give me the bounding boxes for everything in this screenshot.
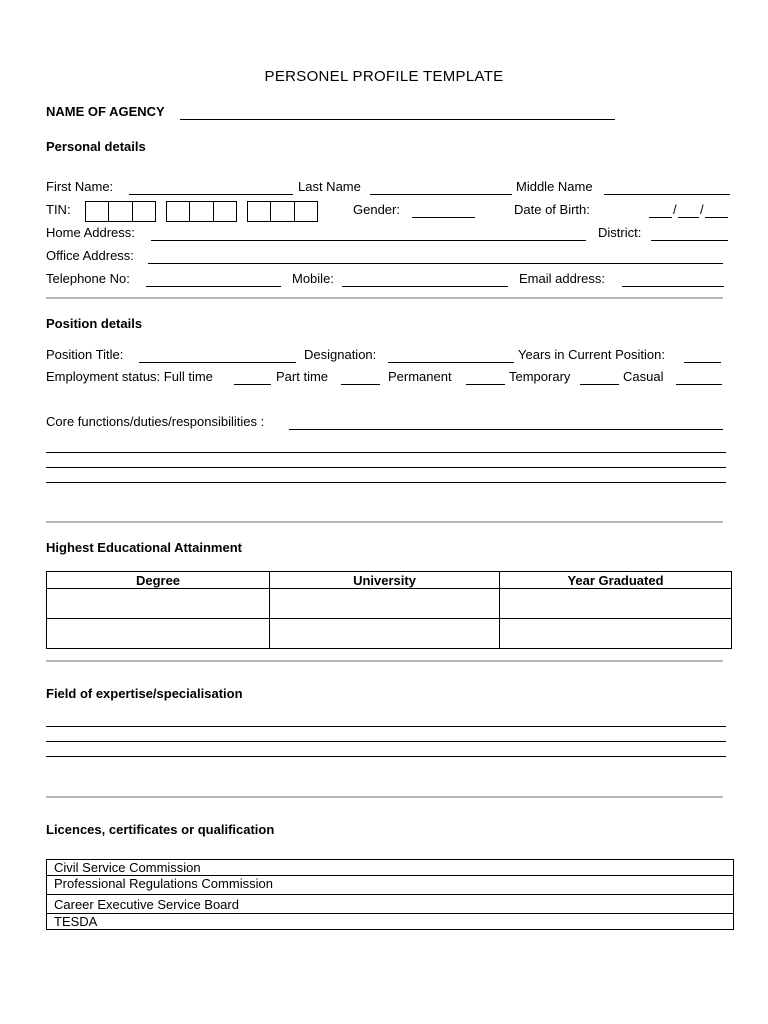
dob-slash: /	[673, 202, 677, 217]
tin-label: TIN:	[46, 202, 71, 217]
licence-item: Career Executive Service Board	[47, 895, 734, 914]
designation-label: Designation:	[304, 347, 377, 362]
expertise-line[interactable]	[46, 726, 726, 727]
position-details-heading: Position details	[46, 316, 143, 331]
district-label: District:	[598, 225, 642, 240]
licence-item: Civil Service Commission	[47, 860, 734, 876]
years-label: Years in Current Position:	[518, 347, 665, 362]
section-divider	[46, 297, 723, 299]
tin-boxes-group-3[interactable]	[247, 201, 318, 222]
core-functions-label: Core functions/duties/responsibilities :	[46, 414, 265, 429]
education-table	[46, 571, 732, 649]
degree-cell[interactable]	[47, 619, 270, 649]
university-cell[interactable]	[270, 589, 500, 619]
table-row	[47, 619, 732, 649]
email-field[interactable]	[622, 286, 724, 287]
degree-cell[interactable]	[47, 589, 270, 619]
agency-field[interactable]	[180, 119, 615, 120]
table-row	[47, 914, 734, 930]
expertise-heading: Field of expertise/specialisation	[46, 686, 243, 701]
core-functions-line[interactable]	[46, 482, 726, 483]
agency-label: NAME OF AGENCY	[46, 104, 165, 119]
permanent-label: Permanent	[388, 369, 452, 384]
personal-details-heading: Personal details	[46, 139, 146, 154]
home-address-label: Home Address:	[46, 225, 135, 240]
middle-name-label: Middle Name	[516, 179, 593, 194]
full-time-field[interactable]	[234, 384, 271, 385]
year-graduated-cell[interactable]	[500, 619, 732, 649]
gender-field[interactable]	[412, 217, 475, 218]
email-label: Email address:	[519, 271, 605, 286]
mobile-field[interactable]	[342, 286, 508, 287]
temporary-field[interactable]	[580, 384, 619, 385]
year-graduated-cell[interactable]	[500, 589, 732, 619]
designation-field[interactable]	[388, 362, 514, 363]
middle-name-field[interactable]	[604, 194, 730, 195]
gender-label: Gender:	[353, 202, 400, 217]
dob-month-field[interactable]	[649, 217, 672, 218]
core-functions-line[interactable]	[46, 467, 726, 468]
education-heading: Highest Educational Attainment	[46, 540, 242, 555]
last-name-field[interactable]	[370, 194, 512, 195]
last-name-label: Last Name	[298, 179, 361, 194]
column-header-degree: Degree	[47, 572, 270, 589]
table-row	[47, 589, 732, 619]
first-name-label: First Name:	[46, 179, 114, 194]
mobile-label: Mobile:	[292, 271, 334, 286]
page-title: PERSONEL PROFILE TEMPLATE	[264, 68, 504, 85]
office-address-field[interactable]	[148, 263, 723, 264]
column-header-university: University	[270, 572, 500, 589]
first-name-field[interactable]	[129, 194, 293, 195]
licences-table	[46, 859, 734, 930]
licences-heading: Licences, certificates or qualification	[46, 822, 275, 837]
tin-boxes-group-1[interactable]	[85, 201, 156, 222]
years-field[interactable]	[684, 362, 721, 363]
university-cell[interactable]	[270, 619, 500, 649]
section-divider	[46, 796, 723, 798]
position-title-label: Position Title:	[46, 347, 124, 362]
casual-label: Casual	[623, 369, 664, 384]
telephone-label: Telephone No:	[46, 271, 130, 286]
position-title-field[interactable]	[139, 362, 296, 363]
table-row	[47, 860, 734, 876]
tin-boxes-group-2[interactable]	[166, 201, 237, 222]
table-header-row	[47, 572, 732, 589]
dob-day-field[interactable]	[678, 217, 699, 218]
licence-item: TESDA	[47, 914, 734, 930]
column-header-year-graduated: Year Graduated	[500, 572, 732, 589]
casual-field[interactable]	[676, 384, 722, 385]
core-functions-line[interactable]	[46, 452, 726, 453]
section-divider	[46, 660, 723, 662]
permanent-field[interactable]	[466, 384, 505, 385]
dob-year-field[interactable]	[705, 217, 728, 218]
expertise-line[interactable]	[46, 741, 726, 742]
district-field[interactable]	[651, 240, 728, 241]
home-address-field[interactable]	[151, 240, 586, 241]
part-time-label: Part time	[276, 369, 329, 384]
table-row	[47, 876, 734, 895]
employment-status-label: Employment status: Full time	[46, 369, 213, 384]
part-time-field[interactable]	[341, 384, 380, 385]
dob-slash: /	[700, 202, 704, 217]
table-row	[47, 895, 734, 914]
core-functions-field[interactable]	[289, 429, 723, 430]
dob-label: Date of Birth:	[514, 202, 590, 217]
expertise-line[interactable]	[46, 756, 726, 757]
section-divider	[46, 521, 723, 523]
licence-item: Professional Regulations Commission	[47, 876, 734, 895]
temporary-label: Temporary	[509, 369, 571, 384]
office-address-label: Office Address:	[46, 248, 134, 263]
telephone-field[interactable]	[146, 286, 281, 287]
